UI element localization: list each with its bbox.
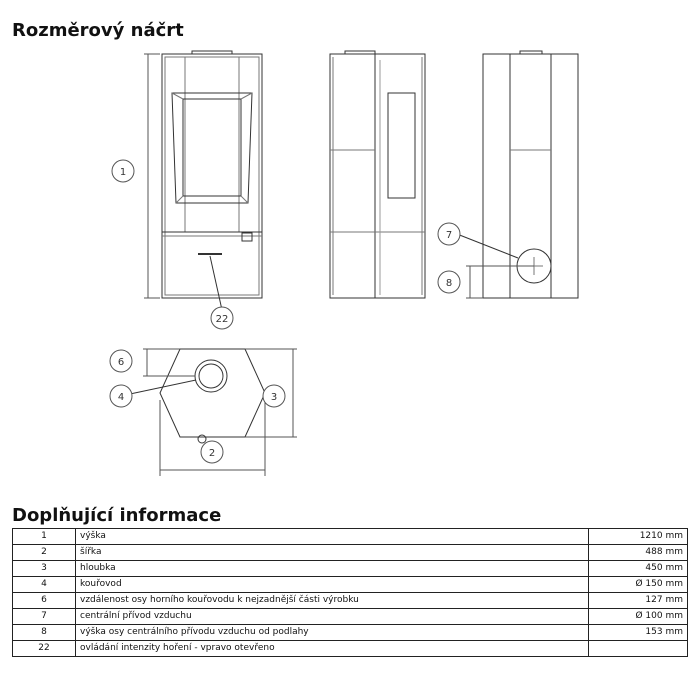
info-table: [12, 528, 688, 657]
row-description: výška: [76, 529, 589, 545]
callout-1-label: 1: [119, 167, 127, 178]
callout-4-label: 4: [117, 392, 125, 403]
table-row: [13, 625, 688, 641]
table-row: [13, 593, 688, 609]
row-value: 1210 mm: [589, 529, 688, 545]
back-view: [466, 51, 578, 298]
row-value: 450 mm: [589, 561, 688, 577]
table-row: [13, 529, 688, 545]
callout-6-label: 6: [117, 357, 125, 368]
row-number: 8: [13, 625, 76, 641]
front-view: [144, 51, 262, 298]
table-row: [13, 545, 688, 561]
row-description: hloubka: [76, 561, 589, 577]
callout-2-label: 2: [208, 448, 216, 459]
row-value: 488 mm: [589, 545, 688, 561]
callout-7-label: 7: [445, 230, 453, 241]
row-number: 2: [13, 545, 76, 561]
row-value: Ø 150 mm: [589, 577, 688, 593]
side-view: [330, 51, 425, 298]
row-description: centrální přívod vzduchu: [76, 609, 589, 625]
callout-8-label: 8: [445, 278, 453, 289]
row-description: kouřovod: [76, 577, 589, 593]
row-number: 3: [13, 561, 76, 577]
row-description: šířka: [76, 545, 589, 561]
callout-2: [201, 441, 223, 463]
sketch-title: Rozměrový náčrt: [12, 20, 184, 41]
row-description: výška osy centrálního přívodu vzduchu od podlahy: [76, 625, 589, 641]
callout-22-label: 22: [215, 314, 229, 325]
callout-8: [438, 271, 460, 293]
row-description: vzdálenost osy horního kouřovodu k nejzadnější části výrobku: [76, 593, 589, 609]
row-value: Ø 100 mm: [589, 609, 688, 625]
row-number: 7: [13, 609, 76, 625]
callout-6: [110, 350, 132, 372]
callout-7: [438, 223, 460, 245]
row-number: 4: [13, 577, 76, 593]
callout-1: [112, 160, 134, 182]
row-description: ovládání intenzity hoření - vpravo otevřeno: [76, 641, 589, 657]
table-row: [13, 609, 688, 625]
callout-3: [263, 385, 285, 407]
row-value: 127 mm: [589, 593, 688, 609]
table-row: [13, 561, 688, 577]
callout-22: [211, 307, 233, 329]
row-number: 1: [13, 529, 76, 545]
table-row: [13, 641, 688, 657]
callout-4: [110, 385, 132, 407]
table-row: [13, 577, 688, 593]
row-value: [589, 641, 688, 657]
row-value: 153 mm: [589, 625, 688, 641]
callout-3-label: 3: [270, 392, 278, 403]
info-title: Doplňující informace: [12, 505, 222, 526]
row-number: 6: [13, 593, 76, 609]
row-number: 22: [13, 641, 76, 657]
